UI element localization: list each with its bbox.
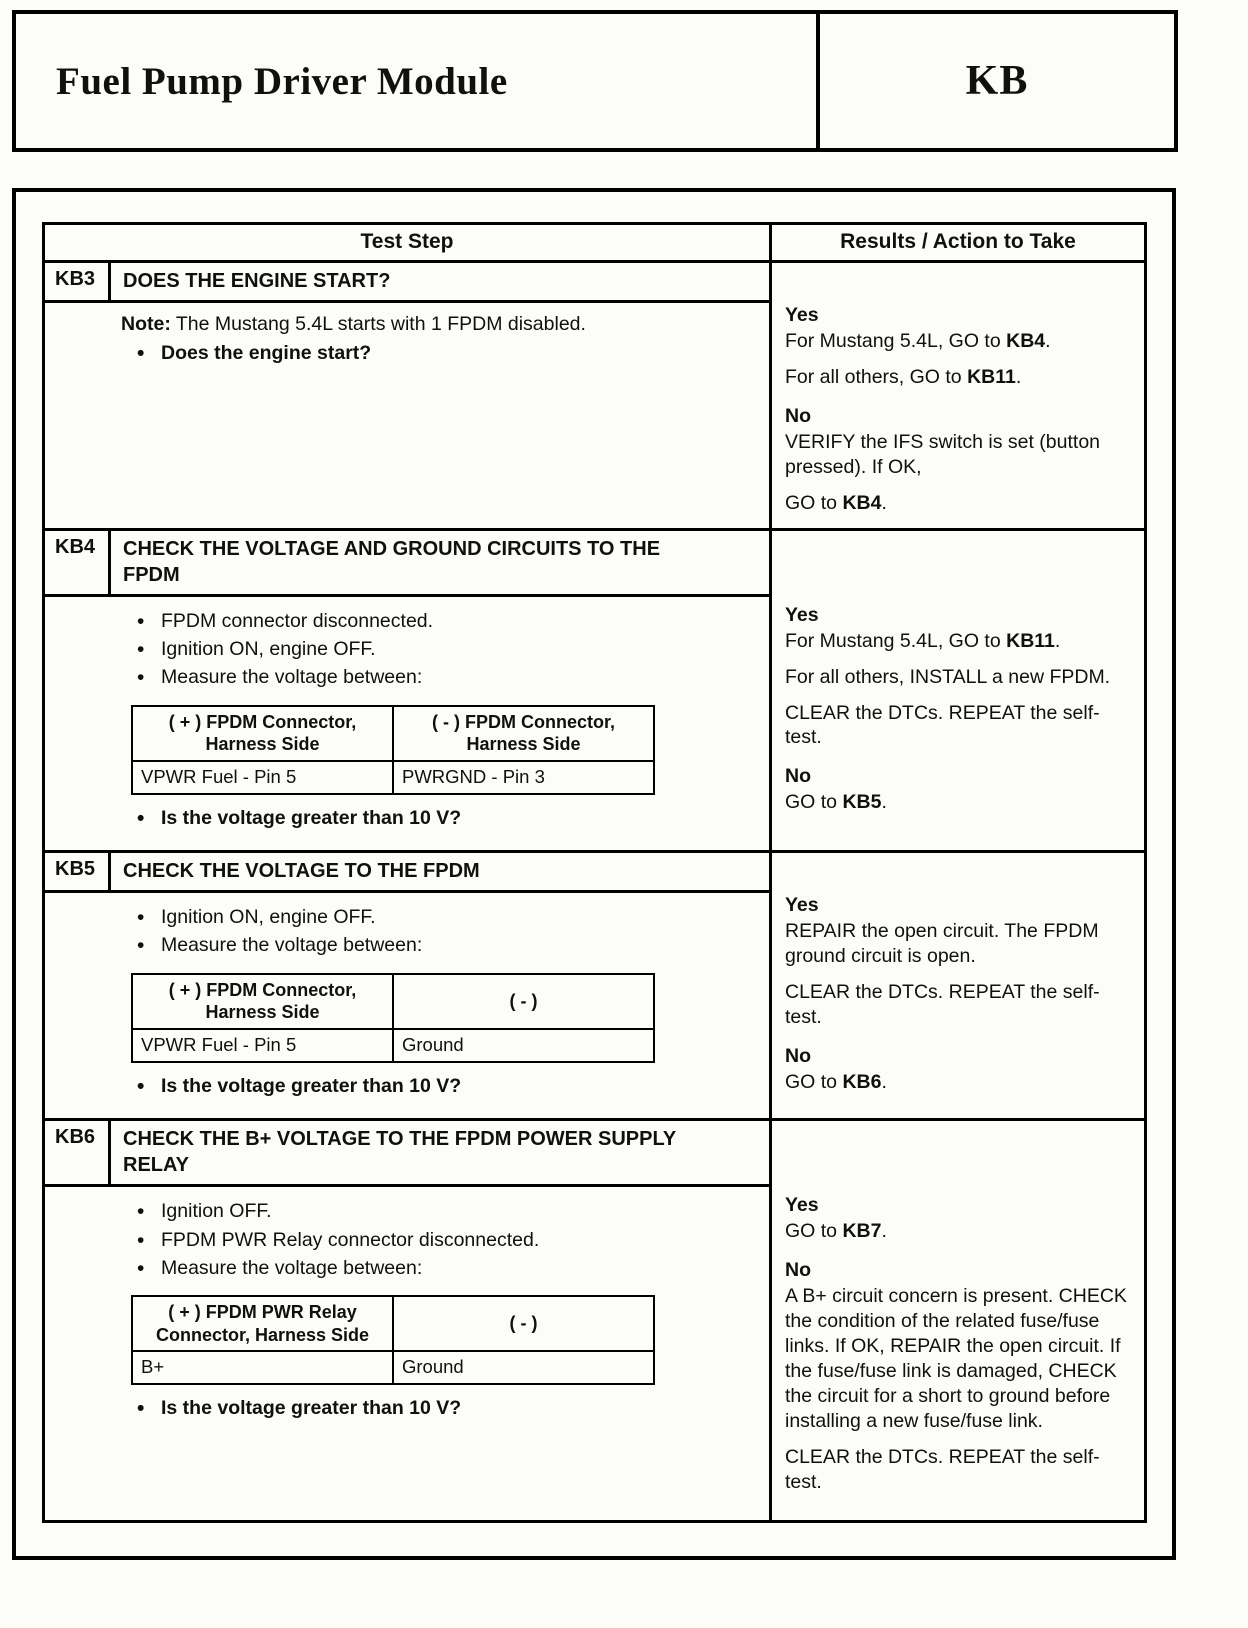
goto-ref: KB6 <box>842 1070 882 1093</box>
table-header-row <box>44 224 1146 262</box>
step-row-kb3 <box>44 262 1146 530</box>
voltage-measure-table <box>131 973 655 1063</box>
step-cell <box>44 262 771 530</box>
step-id-badge: KB3 <box>45 263 111 300</box>
voltage-table-header-minus: ( - ) <box>393 974 654 1029</box>
goto-ref: KB4 <box>842 491 882 514</box>
goto-ref: KB7 <box>842 1220 882 1243</box>
result-text-pre: GO to <box>785 1070 843 1093</box>
result-text-pre: CLEAR the DTCs. REPEAT the self-test. <box>785 980 1100 1028</box>
result-text-post: . <box>1054 629 1061 652</box>
yes-label: Yes <box>785 304 819 326</box>
no-label: No <box>785 1044 811 1067</box>
step-id-badge: KB6 <box>45 1121 111 1184</box>
result-line <box>785 1070 1132 1095</box>
voltage-table-header-minus: ( - ) FPDM Connector, Harness Side <box>393 706 654 761</box>
voltage-table-header-row <box>132 706 654 761</box>
result-text-pre: CLEAR the DTCs. REPEAT the self-test. <box>785 1445 1100 1493</box>
bullet-item: • Ignition OFF. <box>137 1199 745 1224</box>
bullet-item: • Measure the voltage between: <box>137 1256 745 1281</box>
result-line <box>785 701 1132 751</box>
bullet-item: • Measure the voltage between: <box>137 933 745 958</box>
step-header <box>45 1121 769 1187</box>
bullet-item: • Measure the voltage between: <box>137 665 745 690</box>
step-title: CHECK THE VOLTAGE TO THE FPDM <box>123 860 480 883</box>
yes-label: Yes <box>785 1194 819 1217</box>
step-row-kb4 <box>44 529 1146 851</box>
result-line <box>785 790 1132 815</box>
result-line <box>785 919 1132 969</box>
result-line <box>785 430 1132 480</box>
result-text-pre: GO to <box>785 491 843 514</box>
goto-ref: KB11 <box>967 365 1016 388</box>
bullet-list <box>121 905 745 959</box>
note <box>121 312 745 337</box>
results-column-header: Results / Action to Take <box>771 224 1146 262</box>
no-label: No <box>785 765 811 788</box>
result-text-pre: For Mustang 5.4L, GO to <box>785 629 1007 652</box>
no-label: No <box>785 1259 811 1282</box>
result-line <box>785 980 1132 1030</box>
question-bullet: • Is the voltage greater than 10 V? <box>137 1074 745 1099</box>
voltage-cell-minus: Ground <box>393 1029 654 1062</box>
bullet-item: • Ignition ON, engine OFF. <box>137 637 745 662</box>
voltage-table-data-row <box>132 761 654 794</box>
step-title: CHECK THE VOLTAGE AND GROUND CIRCUITS TO THE FPDM <box>123 537 661 586</box>
result-text-post: . <box>1045 329 1051 352</box>
voltage-table-header-minus: ( - ) <box>393 1296 654 1351</box>
step-id-badge: KB5 <box>45 853 111 890</box>
bullet-list <box>121 609 745 691</box>
bullet-item: • FPDM PWR Relay connector disconnected. <box>137 1228 745 1253</box>
note-text: The Mustang 5.4L starts with 1 FPDM disabled. <box>170 313 586 335</box>
voltage-measure-table <box>131 705 655 795</box>
results-cell <box>771 1120 1146 1522</box>
result-text-pre: A B+ circuit concern is present. CHECK the condition of the related fuse/fuse links. If OK, REPAIR the open circuit. If the fuse/fuse link is damaged, CHECK the circuit for a short to ground before installing a new fuse/fuse link. <box>785 1285 1127 1432</box>
voltage-table-header-plus: ( + ) FPDM Connector, Harness Side <box>132 706 393 761</box>
step-title: CHECK THE B+ VOLTAGE TO THE FPDM POWER SUPPLY RELAY <box>123 1128 676 1177</box>
question-bullet: • Is the voltage greater than 10 V? <box>137 1396 745 1421</box>
note-label: Note: <box>121 313 171 335</box>
step-body <box>45 893 769 1118</box>
step-header <box>45 853 769 893</box>
step-title: DOES THE ENGINE START? <box>123 270 391 292</box>
goto-ref: KB11 <box>1006 629 1055 652</box>
voltage-cell-plus: VPWR Fuel - Pin 5 <box>132 761 393 794</box>
bullet-item: • FPDM connector disconnected. <box>137 609 745 634</box>
step-cell <box>44 529 771 851</box>
yes-label: Yes <box>785 603 819 626</box>
pinpoint-test-table <box>42 222 1147 1523</box>
voltage-table-header-plus: ( + ) FPDM PWR Relay Connector, Harness Side <box>132 1296 393 1351</box>
result-line <box>785 491 1132 516</box>
result-text-pre: GO to <box>785 791 843 814</box>
bullet-item: • Ignition ON, engine OFF. <box>137 905 745 930</box>
result-text-pre: REPAIR the open circuit. The FPDM ground circuit is open. <box>785 920 1099 967</box>
voltage-table-header-plus: ( + ) FPDM Connector, Harness Side <box>132 974 393 1029</box>
step-body <box>45 597 769 850</box>
step-row-kb5 <box>44 852 1146 1120</box>
voltage-cell-minus: Ground <box>393 1351 654 1384</box>
question-bullet: • Is the voltage greater than 10 V? <box>137 806 745 831</box>
result-text-post: . <box>881 1070 887 1093</box>
voltage-table-header-row <box>132 974 654 1029</box>
result-text-post: . <box>881 491 887 514</box>
voltage-cell-minus: PWRGND - Pin 3 <box>393 761 654 794</box>
result-text-post: . <box>1015 365 1022 388</box>
yes-label: Yes <box>785 894 819 917</box>
result-text-pre: For all others, GO to <box>785 365 968 388</box>
step-body <box>45 1187 769 1440</box>
step-cell <box>44 1120 771 1522</box>
voltage-cell-plus: VPWR Fuel - Pin 5 <box>132 1029 393 1062</box>
result-text-pre: VERIFY the IFS switch is set (button pressed). If OK, <box>785 430 1101 478</box>
voltage-table-data-row <box>132 1351 654 1384</box>
goto-ref: KB5 <box>842 791 882 814</box>
voltage-measure-table <box>131 1295 655 1385</box>
result-line <box>785 365 1132 390</box>
test-step-column-header: Test Step <box>44 224 771 262</box>
voltage-cell-plus: B+ <box>132 1351 393 1384</box>
result-line <box>785 629 1132 654</box>
voltage-table-data-row <box>132 1029 654 1062</box>
goto-ref: KB4 <box>1006 329 1046 352</box>
result-line <box>785 329 1132 354</box>
step-header <box>45 263 769 303</box>
document-header-right <box>816 14 1174 148</box>
result-line <box>785 1219 1132 1244</box>
section-code: KB <box>965 58 1029 104</box>
question-list <box>121 1074 745 1099</box>
result-line <box>785 1445 1132 1495</box>
bullet-list <box>121 341 745 366</box>
question-list <box>121 1396 745 1421</box>
pinpoint-test-frame <box>12 188 1176 1560</box>
result-line <box>785 665 1132 690</box>
no-label: No <box>785 404 811 427</box>
voltage-table-header-row <box>132 1296 654 1351</box>
bullet-list <box>121 1199 745 1281</box>
step-row-kb6 <box>44 1120 1146 1522</box>
document-header-left <box>16 14 816 148</box>
result-text-pre: CLEAR the DTCs. REPEAT the self-test. <box>785 701 1100 749</box>
document-header <box>12 10 1178 152</box>
result-text-pre: For all others, INSTALL a new FPDM. <box>785 665 1111 688</box>
step-body <box>45 303 769 386</box>
result-text-post: . <box>881 1220 887 1243</box>
question-bullet: • Does the engine start? <box>137 341 745 366</box>
result-line <box>785 1284 1132 1434</box>
results-cell <box>771 529 1146 851</box>
result-text-pre: GO to <box>785 1220 843 1243</box>
step-id-badge: KB4 <box>45 531 111 594</box>
result-text-post: . <box>881 791 887 814</box>
results-cell <box>771 852 1146 1120</box>
step-header <box>45 531 769 597</box>
step-cell <box>44 852 771 1120</box>
question-list <box>121 806 745 831</box>
results-cell <box>771 262 1146 530</box>
page-title: Fuel Pump Driver Module <box>56 59 508 103</box>
result-text-pre: For Mustang 5.4L, GO to <box>785 329 1007 352</box>
